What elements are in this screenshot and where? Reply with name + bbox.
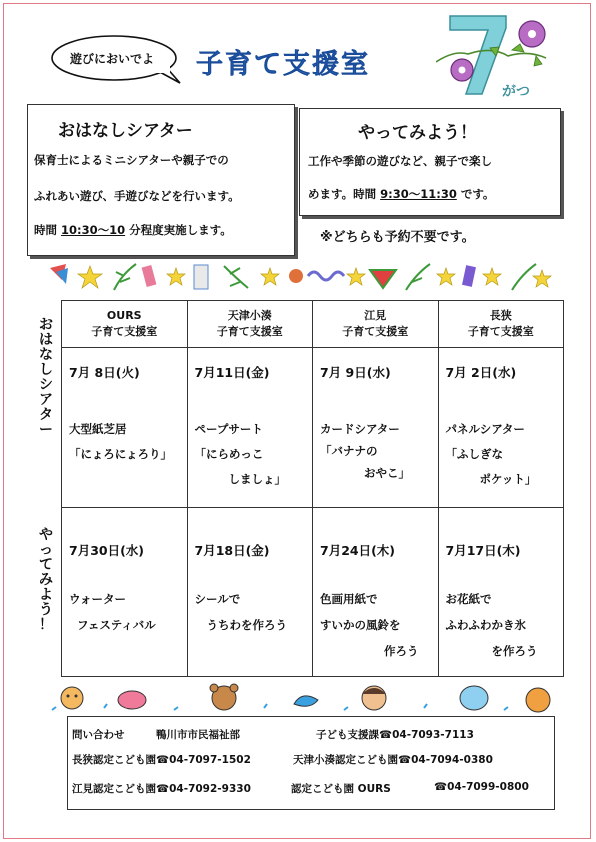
contact-dept: 鴨川市市民福祉部 xyxy=(156,729,240,741)
table-row-ohanashi xyxy=(62,348,564,508)
page-title: 子育て支援室 xyxy=(196,49,370,80)
header-emi: 江見 子育て支援室 xyxy=(313,301,439,348)
tanabata-decoration xyxy=(44,262,556,292)
table-cell: 7月 9日(水) カードシアター 「バナナの おやこ」 xyxy=(313,348,439,508)
contact-ours-tel: ☎04-7099-0800 xyxy=(434,781,529,793)
phone-icon: ☎ xyxy=(156,754,170,766)
table-cell: 7月18日(金) シールで うちわを作ろう xyxy=(187,508,313,677)
table-row-yattemiyou xyxy=(62,508,564,677)
contact-ours: 認定こども園 OURS xyxy=(291,783,391,795)
phone-icon: ☎ xyxy=(434,781,448,793)
phone-icon: ☎ xyxy=(379,729,393,741)
header-nagasa: 長狭 子育て支援室 xyxy=(438,301,564,348)
header-ours: OURS 子育て支援室 xyxy=(62,301,188,348)
summer-decoration xyxy=(44,680,556,714)
month-seven-illustration xyxy=(436,10,566,100)
reservation-note: ※どちらも予約不要です。 xyxy=(320,230,475,245)
ohanashi-time-suffix: 分程度実施します。 xyxy=(129,223,232,237)
ohanashi-info-box xyxy=(27,104,295,256)
phone-icon: ☎ xyxy=(156,783,170,795)
contact-amatsu: 天津小湊認定こども園☎04-7094-0380 xyxy=(293,754,493,766)
yattemiyou-time-label: 時間 xyxy=(353,187,377,201)
phone-icon: ☎ xyxy=(398,754,412,766)
svg-text:がつ: がつ xyxy=(502,84,530,100)
ohanashi-time-label: 時間 xyxy=(34,223,57,237)
yattemiyou-info-box xyxy=(299,108,561,216)
contact-box xyxy=(67,716,555,810)
table-cell: 7月 2日(水) パネルシアター 「ふしぎな ポケット」 xyxy=(438,348,564,508)
ohanashi-time-value: 10:30～10 xyxy=(61,223,126,237)
header-amatsu: 天津小湊 子育て支援室 xyxy=(187,301,313,348)
yattemiyou-time-value: 9:30～11:30 xyxy=(380,187,457,201)
schedule-table xyxy=(61,300,564,677)
bubble-text: 遊びにおいでよ xyxy=(69,52,154,66)
contact-section: 子ども支援課☎04-7093-7113 xyxy=(316,729,474,741)
row-label-ohanashi: お は な し シ ア タ ー xyxy=(39,317,53,438)
table-cell: 7月11日(金) ペープサート 「にらめっこ しましょ」 xyxy=(187,348,313,508)
ohanashi-line-2: ふれあい遊び、手遊びなどを行います。 xyxy=(34,189,240,203)
table-cell: 7月30日(水) ウォーター フェスティバル xyxy=(62,508,188,677)
contact-label: 問い合わせ xyxy=(72,729,125,741)
row-label-yattemiyou: や っ て み よ う ！ xyxy=(39,527,53,633)
ohanashi-line-1: 保育士によるミニシアターや親子での xyxy=(34,153,229,167)
contact-emi: 江見認定こども園☎04-7092-9330 xyxy=(72,783,251,795)
table-cell: 7月17日(木) お花紙で ふわふわかき氷 を作ろう xyxy=(438,508,564,677)
table-cell: 7月24日(木) 色画用紙で すいかの風鈴を 作ろう xyxy=(313,508,439,677)
yattemiyou-line-2: めます。 xyxy=(308,187,354,201)
ohanashi-title: おはなしシアター xyxy=(58,121,193,141)
yattemiyou-time-suffix: です。 xyxy=(460,187,495,201)
ohanashi-time-line xyxy=(34,222,232,238)
contact-nagasa: 長狭認定こども園☎04-7097-1502 xyxy=(72,754,251,766)
table-header-row xyxy=(62,301,564,348)
yattemiyou-title: やってみよう！ xyxy=(358,123,477,143)
table-cell: 7月 8日(火) 大型紙芝居 「にょろにょろり」 xyxy=(62,348,188,508)
yattemiyou-line-1: 工作や季節の遊びなど、親子で楽し xyxy=(308,154,492,168)
yattemiyou-time-line xyxy=(308,186,494,202)
